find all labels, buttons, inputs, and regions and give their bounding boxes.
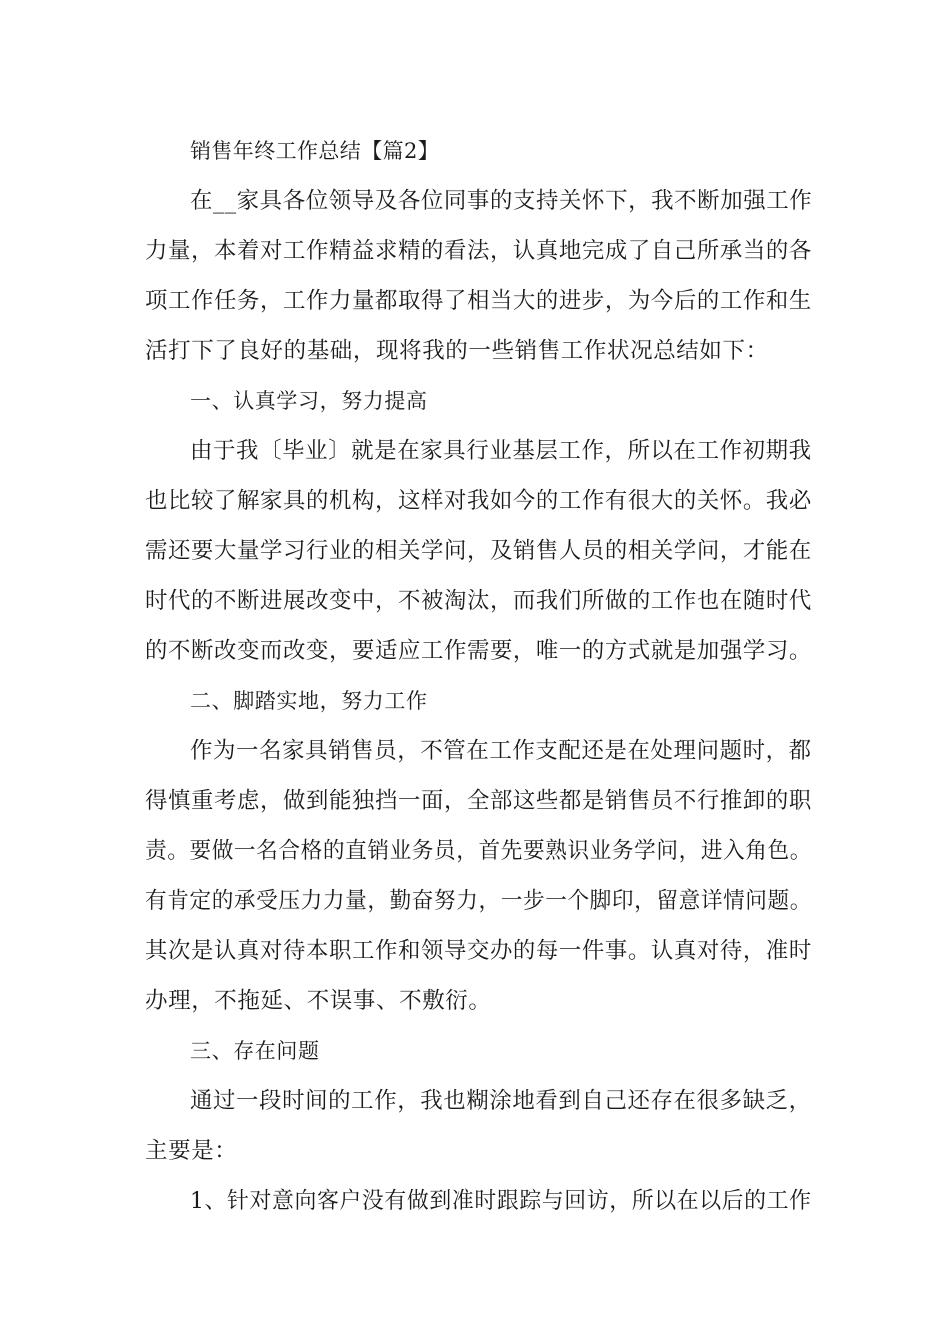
section-heading-1: 一、认真学习，努力提高 (190, 389, 428, 413)
intro-line: 在__家具各位领导及各位同事的支持关怀下，我不断加强工作 (190, 188, 813, 214)
section3-line: 主要是： (145, 1138, 238, 1164)
section3-line: 通过一段时间的工作，我也糊涂地看到自己还存在很多缺乏， (190, 1088, 812, 1114)
intro-line: 活打下了良好的基础，现将我的一些销售工作状况总结如下： (145, 338, 769, 364)
section1-line: 由于我〔毕业〕就是在家具行业基层工作，所以在工作初期我 (190, 438, 812, 464)
section-heading-3: 三、存在问题 (190, 1039, 320, 1063)
document-title: 销售年终工作总结【篇2】 (190, 139, 440, 163)
section1-line: 的不断改变而改变，要适应工作需要，唯一的方式就是加强学习。 (145, 638, 812, 664)
section2-line: 办理，不拖延、不误事、不敷衍。 (145, 988, 492, 1014)
section1-line: 需还要大量学习行业的相关学问，及销售人员的相关学问，才能在 (145, 538, 812, 564)
section1-line: 也比较了解家具的机构，这样对我如今的工作有很大的关怀。我必 (145, 488, 812, 514)
section2-line: 有肯定的承受压力力量，勤奋努力，一步一个脚印，留意详情问题。 (145, 888, 813, 914)
intro-line: 力量，本着对工作精益求精的看法，认真地完成了自己所承当的各 (145, 238, 812, 264)
section2-line: 得慎重考虑，做到能独挡一面，全部这些都是销售员不行推卸的职 (145, 788, 812, 814)
section1-line: 时代的不断进展改变中，不被淘汰，而我们所做的工作也在随时代 (145, 588, 812, 614)
section2-line: 责。要做一名合格的直销业务员，首先要熟识业务学问，进入角色。 (145, 838, 813, 864)
section2-line: 作为一名家具销售员，不管在工作支配还是在处理问题时，都 (190, 738, 812, 764)
section2-line: 其次是认真对待本职工作和领导交办的每一件事。认真对待，准时 (145, 938, 812, 964)
section-heading-2: 二、脚踏实地，努力工作 (190, 689, 428, 713)
list-item-1: 1、针对意向客户没有做到准时跟踪与回访，所以在以后的工作 (190, 1188, 812, 1214)
intro-line: 项工作任务，工作力量都取得了相当大的进步，为今后的工作和生 (145, 288, 812, 314)
